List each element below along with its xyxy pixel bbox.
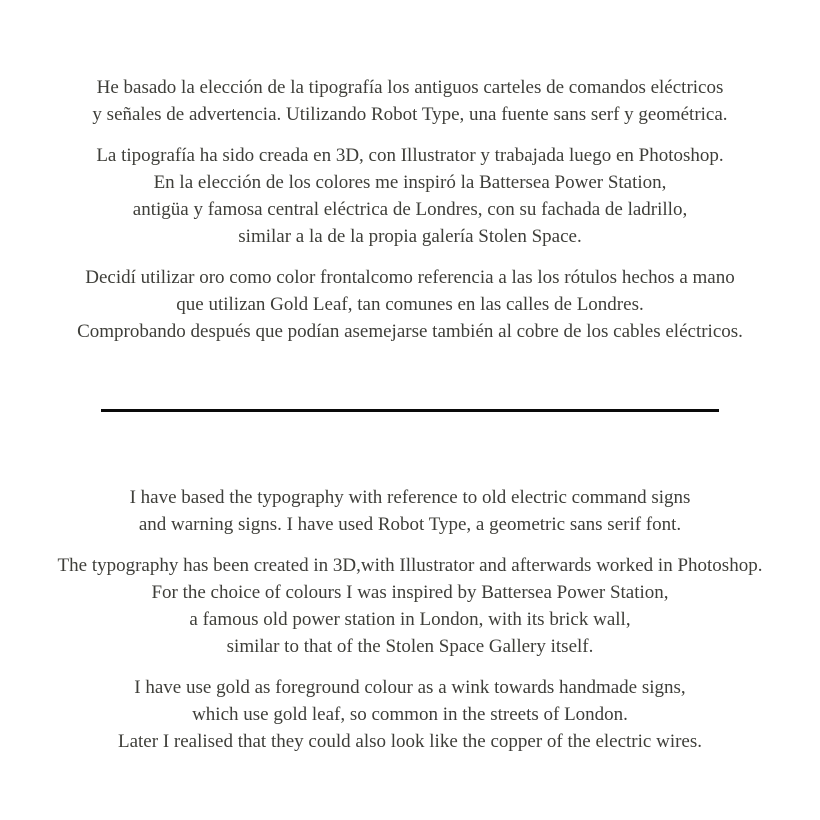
text-line: La tipografía ha sido creada en 3D, con Illustrator y trabajada luego en Photoshop. bbox=[96, 145, 724, 166]
text-line: y señales de advertencia. Utilizando Robot Type, una fuente sans serf y geométrica. bbox=[92, 104, 728, 125]
text-line: Comprobando después que podían asemejarse también al cobre de los cables eléctricos. bbox=[77, 321, 743, 342]
spanish-paragraph bbox=[0, 74, 820, 128]
text-line: similar to that of the Stolen Space Gallery itself. bbox=[226, 636, 594, 657]
spanish-paragraph bbox=[0, 142, 820, 250]
text-line: which use gold leaf, so common in the streets of London. bbox=[192, 704, 628, 725]
english-paragraph bbox=[0, 552, 820, 660]
text-line: and warning signs. I have used Robot Type, a geometric sans serif font. bbox=[138, 514, 682, 535]
spanish-paragraph bbox=[0, 264, 820, 345]
text-line: He basado la elección de la tipografía los antiguos carteles de comandos eléctricos bbox=[96, 77, 724, 98]
text-line: similar a la de la propia galería Stolen Space. bbox=[238, 226, 582, 247]
text-line: I have based the typography with reference to old electric command signs bbox=[129, 487, 691, 508]
text-line: antigüa y famosa central eléctrica de Londres, con su fachada de ladrillo, bbox=[132, 199, 688, 220]
text-line: For the choice of colours I was inspired by Battersea Power Station, bbox=[151, 582, 669, 603]
english-text-section bbox=[0, 484, 820, 755]
text-line: The typography has been created in 3D,with Illustrator and afterwards worked in Photoshop. bbox=[57, 555, 763, 576]
text-line: Decidí utilizar oro como color frontalcomo referencia a las los rótulos hechos a mano bbox=[85, 267, 735, 288]
text-line: Later I realised that they could also look like the copper of the electric wires. bbox=[117, 731, 703, 752]
text-line: En la elección de los colores me inspiró la Battersea Power Station, bbox=[153, 172, 667, 193]
text-line: I have use gold as foreground colour as a wink towards handmade signs, bbox=[134, 677, 686, 698]
spanish-text-section bbox=[0, 74, 820, 345]
text-line: que utilizan Gold Leaf, tan comunes en las calles de Londres. bbox=[176, 294, 644, 315]
english-paragraph bbox=[0, 484, 820, 538]
section-divider bbox=[101, 409, 719, 412]
english-paragraph bbox=[0, 674, 820, 755]
text-line: a famous old power station in London, with its brick wall, bbox=[189, 609, 631, 630]
